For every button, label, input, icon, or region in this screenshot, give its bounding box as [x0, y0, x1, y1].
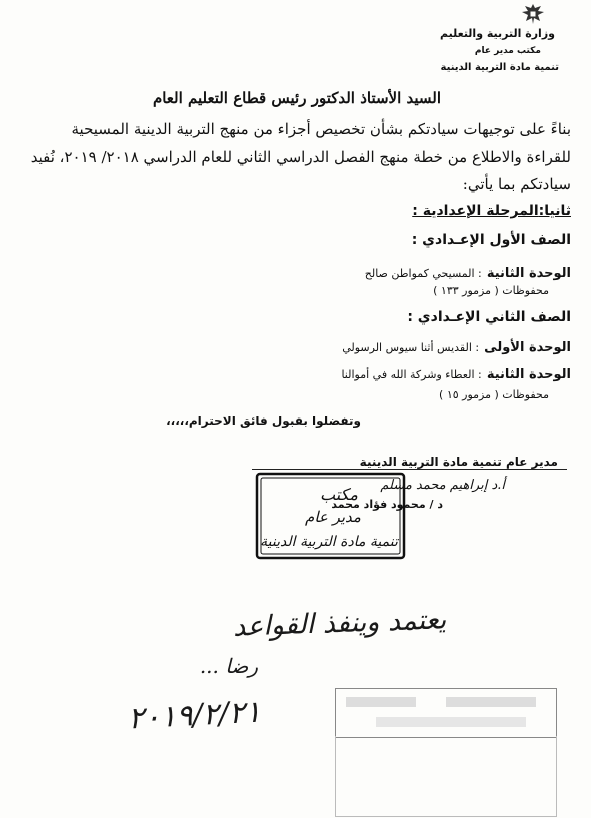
grade-2-unit-1: [342, 336, 571, 355]
body-line-2: للقراءة والاطلاع من خطة منهج الفصل الدراسي الثاني للعام الدراسي ٢٠١٨/ ٢٠١٩، نُفيد: [30, 148, 571, 166]
handwritten-approval-note: يعتمد وينفذ القواعد: [232, 604, 447, 643]
unit-text: : المسيحي كمواطن صالح: [364, 267, 482, 280]
grade-2-memorization: محفوظات ( مزمور ١٥ ): [439, 388, 549, 401]
faded-mark: [346, 697, 416, 707]
grade-1-title: الصف الأول الإعـدادي :: [411, 232, 571, 248]
eagle-emblem-icon: [520, 2, 546, 26]
grade-1-memorization: محفوظات ( مزمور ١٣٣ ): [433, 284, 549, 297]
section-heading: [412, 203, 571, 219]
handwritten-initial: رضا ...: [199, 654, 258, 678]
grade-2-unit-2: [341, 363, 571, 382]
section-title: المرحلة الإعدادية :: [412, 203, 539, 219]
handwritten-signature: أ.د إبراهيم محمد مسلم: [380, 478, 505, 493]
stamp-line-1: مكتب: [320, 485, 358, 504]
ministry-name: وزارة التربية والتعليم: [440, 27, 555, 40]
official-stamp: [253, 468, 408, 563]
stamp-line-2: مدير عام: [305, 508, 361, 526]
grade-1-unit-1: [365, 262, 571, 281]
department-name: تنمية مادة التربية الدينية: [440, 62, 559, 73]
faded-box-bottom: [335, 736, 557, 817]
signatory-title: مدير عام تنمية مادة التربية الدينية: [359, 455, 558, 469]
handwritten-date: ٢٠١٩/٢/٢١: [127, 694, 262, 737]
unit-text: : القديس أثنا سيوس الرسولي: [342, 341, 480, 354]
signatory-name: د / محمود فؤاد محمد: [331, 498, 443, 511]
faded-mark: [446, 697, 536, 707]
section-prefix: ثانيا:: [538, 203, 571, 219]
unit-text: : العطاء وشركة الله في أموالنا: [341, 368, 482, 381]
body-line-3: سيادتكم بما يأتي:: [462, 175, 571, 193]
faded-mark: [376, 717, 526, 727]
unit-label: الوحدة الثانية: [486, 367, 571, 382]
grade-2-title: الصف الثاني الإعـدادي :: [407, 309, 571, 325]
closing-line: وتفضلوا بقبول فائق الاحترام،،،،،: [166, 414, 361, 428]
office-name: مكتب مدير عام: [474, 46, 541, 56]
body-line-1: بناءً على توجيهات سيادتكم بشأن تخصيص أجزاء من منهج التربية الدينية المسيحية: [71, 120, 571, 138]
unit-label: الوحدة الثانية: [486, 266, 571, 281]
stamp-line-3: تنمية مادة التربية الدينية: [260, 534, 398, 550]
addressee-line: السيد الأستاذ الدكتور رئيس قطاع التعليم العام: [152, 89, 441, 107]
faded-box-top: [335, 688, 557, 738]
unit-label: الوحدة الأولى: [484, 340, 571, 355]
